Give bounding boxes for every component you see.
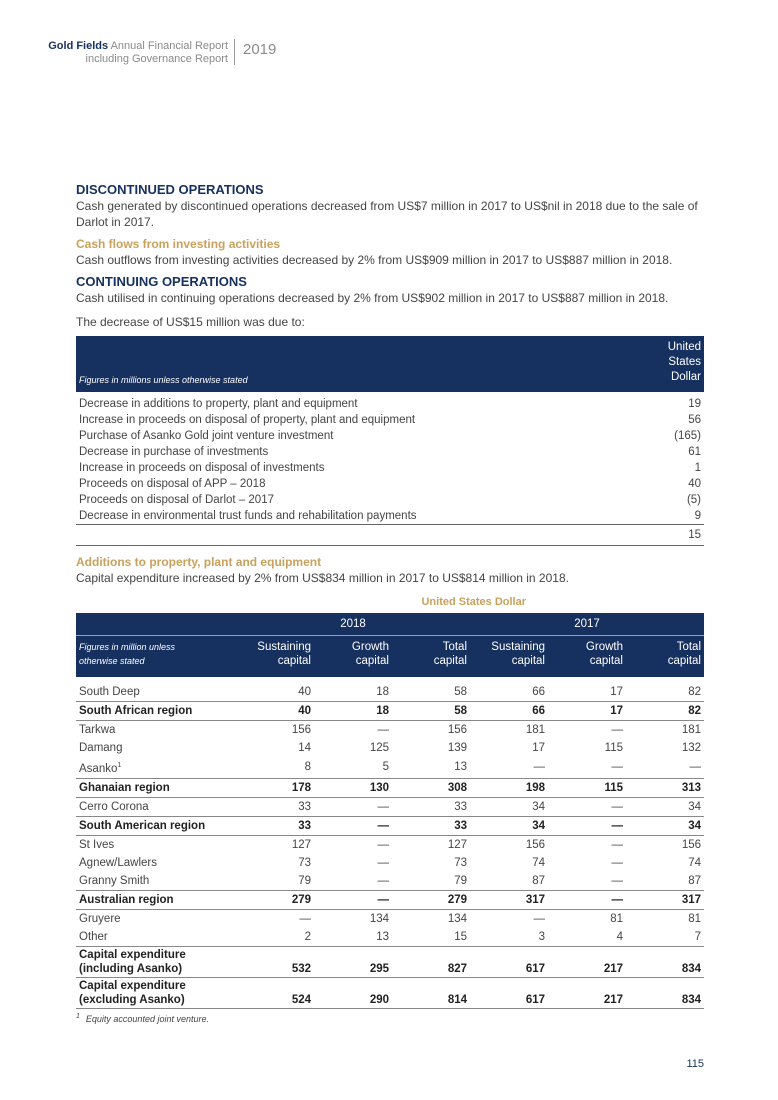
- row-value: 532: [236, 946, 314, 977]
- row-label: [76, 946, 236, 977]
- row-value: (5): [686, 494, 701, 506]
- row-label: [76, 816, 236, 835]
- row-value: 34: [688, 800, 701, 813]
- total-value: 15: [640, 525, 704, 546]
- row-value: 17: [548, 702, 626, 721]
- row-value: 34: [626, 816, 704, 835]
- table-row: [76, 890, 704, 909]
- row-value: 33: [454, 800, 467, 813]
- table-row: [76, 835, 704, 854]
- row-value: 317: [626, 890, 704, 909]
- footnote-text: Equity accounted joint venture.: [85, 1013, 209, 1024]
- row-label: [76, 909, 236, 928]
- row-value: 130: [314, 778, 392, 797]
- row-value: 295: [314, 946, 392, 977]
- col-header-top: Sustaining: [491, 641, 545, 653]
- row-value: 139: [447, 742, 467, 754]
- table-row: [76, 460, 704, 476]
- row-value: —: [548, 816, 626, 835]
- year-header-row: [76, 613, 704, 636]
- row-value: 74: [532, 856, 545, 869]
- row-value: 19: [688, 398, 701, 410]
- discontinued-text: Cash generated by discontinued operations decreased from US$7 million in 2017 to US$nil in 2018 due to the sale of Darlot in 2017.: [76, 199, 698, 229]
- currency-header-line3: Dollar: [670, 371, 701, 383]
- row-value: —: [611, 800, 623, 813]
- row-value: —: [377, 838, 389, 851]
- report-title-line2: including Governance Report: [85, 53, 228, 65]
- total-row: [76, 525, 704, 546]
- row-value: 178: [236, 778, 314, 797]
- row-value: 313: [626, 778, 704, 797]
- row-value: 7: [626, 928, 704, 947]
- row-value: 217: [548, 946, 626, 977]
- investing-text: Cash outflows from investing activities decreased by 2% from US$909 million in 2017 to US$887 million in 2018.: [76, 253, 673, 267]
- row-value: 66: [470, 702, 548, 721]
- row-value: 827: [392, 946, 470, 977]
- table-row: [76, 428, 704, 444]
- row-label-text: South American region: [79, 819, 206, 832]
- row-value: 617: [470, 946, 548, 977]
- row-value: 81: [610, 912, 623, 925]
- page-header: [48, 36, 374, 66]
- row-value: —: [377, 874, 389, 887]
- col-header-bottom: capital: [589, 655, 623, 667]
- row-value: 156: [447, 724, 467, 736]
- row-label-text: St Ives: [79, 838, 115, 851]
- row-value: 56: [688, 414, 701, 426]
- row-value: (165): [674, 430, 701, 442]
- row-value: 127: [447, 838, 467, 851]
- row-value: —: [299, 912, 311, 925]
- investing-heading: Cash flows from investing activities: [76, 237, 281, 251]
- row-value: 81: [688, 912, 701, 925]
- row-label: [76, 977, 236, 1008]
- row-value: 814: [392, 977, 470, 1008]
- table-row: [76, 872, 704, 891]
- column-header-row: [76, 636, 704, 676]
- year-2018-header: 2018: [236, 613, 470, 636]
- table-row: [76, 909, 704, 928]
- row-value: 134: [369, 912, 389, 925]
- row-value: —: [377, 800, 389, 813]
- row-value: 127: [291, 838, 311, 851]
- table-row: [76, 854, 704, 872]
- row-value: 115: [604, 742, 623, 754]
- col-header-top: Total: [442, 641, 467, 653]
- table-row: [76, 444, 704, 460]
- row-value: 317: [470, 890, 548, 909]
- row-value: 834: [626, 977, 704, 1008]
- row-label: Proceeds on disposal of APP – 2018: [79, 478, 266, 490]
- row-value: 14: [298, 742, 311, 754]
- row-label: [76, 757, 236, 778]
- row-value: —: [314, 816, 392, 835]
- additions-heading: Additions to property, plant and equipment: [76, 555, 322, 569]
- table-row: [76, 508, 704, 525]
- row-value: 3: [470, 928, 548, 947]
- row-value: 834: [626, 946, 704, 977]
- row-label: Increase in proceeds on disposal of property, plant and equipment: [79, 414, 416, 426]
- row-label: Decrease in additions to property, plant and equipment: [79, 398, 358, 410]
- row-value: 82: [626, 702, 704, 721]
- row-label-text: Other: [79, 930, 108, 943]
- row-label-text: Asanko: [79, 762, 118, 775]
- row-value: —: [611, 724, 623, 736]
- row-value: 156: [681, 838, 701, 851]
- row-value: 279: [236, 890, 314, 909]
- page-number: 115: [686, 1058, 704, 1070]
- col-header-bottom: capital: [355, 655, 389, 667]
- col-header-bottom: capital: [667, 655, 701, 667]
- row-value: 40: [298, 686, 311, 698]
- report-year: 2019: [243, 41, 277, 58]
- col-header: [314, 636, 392, 676]
- col-header: [626, 636, 704, 676]
- row-label-line2: (excluding Asanko): [79, 993, 185, 1006]
- row-label-text: South African region: [79, 705, 193, 717]
- table-header-row: [76, 336, 704, 391]
- year-2017-header: 2017: [470, 613, 704, 636]
- decrease-intro: The decrease of US$15 million was due to:: [76, 315, 305, 329]
- main-content: [76, 182, 704, 1024]
- col-header: [470, 636, 548, 676]
- continuing-heading: CONTINUING OPERATIONS: [76, 274, 247, 289]
- col-header-top: Growth: [351, 641, 389, 653]
- row-value: 74: [688, 856, 701, 869]
- row-value: 9: [694, 510, 701, 522]
- row-value: 18: [314, 702, 392, 721]
- row-value: 40: [236, 702, 314, 721]
- row-value: 134: [447, 912, 467, 925]
- footnote-mark: 1: [76, 1012, 80, 1020]
- row-value: 290: [314, 977, 392, 1008]
- col-header: [548, 636, 626, 676]
- row-value: 524: [236, 977, 314, 1008]
- row-label-text: Australian region: [79, 893, 174, 906]
- row-value: 61: [688, 446, 701, 458]
- row-value: —: [548, 890, 626, 909]
- row-value: 115: [548, 778, 626, 797]
- header-divider: [234, 39, 235, 65]
- row-label-text: Agnew/Lawlers: [79, 856, 157, 869]
- currency-header-line1: United: [667, 341, 701, 353]
- row-value: 34: [470, 816, 548, 835]
- row-label: Proceeds on disposal of Darlot – 2017: [79, 494, 274, 506]
- row-label: Decrease in purchase of investments: [79, 446, 269, 458]
- currency-header: [640, 336, 704, 391]
- table-row: [76, 721, 704, 740]
- row-label: [76, 872, 236, 891]
- table-row: [76, 946, 704, 977]
- row-value: —: [377, 724, 389, 736]
- additions-text: Capital expenditure increased by 2% from US$834 million in 2017 to US$814 million in 2018.: [76, 571, 569, 585]
- row-label-text: Tarkwa: [79, 724, 116, 736]
- row-value: 4: [548, 928, 626, 947]
- row-value: —: [533, 912, 545, 925]
- col-header: [236, 636, 314, 676]
- row-label: [76, 797, 236, 816]
- row-value: 8: [304, 761, 311, 774]
- row-value: 33: [392, 816, 470, 835]
- row-value: 279: [392, 890, 470, 909]
- row-label: [76, 683, 236, 702]
- row-value: 66: [532, 686, 545, 698]
- table-row: [76, 816, 704, 835]
- row-value: 33: [298, 800, 311, 813]
- row-value: 617: [470, 977, 548, 1008]
- row-value: 18: [376, 686, 389, 698]
- row-label: [76, 835, 236, 854]
- discontinued-heading: DISCONTINUED OPERATIONS: [76, 182, 264, 197]
- table-row: [76, 683, 704, 702]
- table-label-line2: otherwise stated: [79, 656, 145, 666]
- row-value: 1: [694, 462, 701, 474]
- row-label-line2: (including Asanko): [79, 962, 183, 975]
- row-value: 73: [298, 856, 311, 869]
- row-value: —: [533, 761, 545, 774]
- row-label: Increase in proceeds on disposal of investments: [79, 462, 325, 474]
- row-value: —: [611, 838, 623, 851]
- row-label-text: Gruyere: [79, 912, 121, 925]
- row-label: [76, 721, 236, 740]
- row-value: 2: [236, 928, 314, 947]
- row-value: 79: [298, 874, 311, 887]
- row-value: —: [314, 890, 392, 909]
- row-value: 217: [548, 977, 626, 1008]
- col-header-bottom: capital: [511, 655, 545, 667]
- row-value: 156: [291, 724, 311, 736]
- row-value: 198: [470, 778, 548, 797]
- table-label: [76, 636, 236, 676]
- currency-caption: United States Dollar: [421, 596, 526, 608]
- continuing-text: Cash utilised in continuing operations decreased by 2% from US$902 million in 2017 to US$887 million in 2018.: [76, 291, 669, 305]
- row-label: Decrease in environmental trust funds and rehabilitation payments: [79, 510, 417, 522]
- row-value: 87: [532, 874, 545, 887]
- row-label-text: Damang: [79, 742, 123, 754]
- row-label: [76, 702, 236, 721]
- row-value: 132: [681, 742, 701, 754]
- col-header-top: Sustaining: [257, 641, 311, 653]
- row-value: 79: [454, 874, 467, 887]
- table-row: [76, 928, 704, 947]
- row-label: [76, 739, 236, 757]
- report-title: [48, 40, 228, 52]
- table-row: [76, 702, 704, 721]
- row-value: 40: [688, 478, 701, 490]
- row-value: 73: [454, 856, 467, 869]
- report-title-line1: Annual Financial Report: [110, 40, 228, 52]
- row-value: —: [377, 856, 389, 869]
- row-label-text: Cerro Corona: [79, 800, 149, 813]
- row-value: —: [611, 856, 623, 869]
- row-value: 33: [236, 816, 314, 835]
- table-label-line1: Figures in million unless: [79, 642, 176, 652]
- table-row: [76, 412, 704, 428]
- row-value: —: [611, 761, 623, 774]
- table-row: [76, 492, 704, 508]
- row-value: 13: [314, 928, 392, 947]
- row-value: 13: [454, 761, 467, 774]
- currency-header-line2: States: [668, 356, 701, 368]
- row-label: [76, 854, 236, 872]
- row-value: 181: [525, 724, 545, 736]
- table-row: [76, 396, 704, 412]
- row-value: 15: [392, 928, 470, 947]
- row-label: Purchase of Asanko Gold joint venture investment: [79, 430, 334, 442]
- row-value: 181: [681, 724, 701, 736]
- row-label-text: Ghanaian region: [79, 781, 170, 794]
- row-value: 58: [392, 702, 470, 721]
- capex-table: [76, 613, 704, 1009]
- row-value: 17: [610, 686, 623, 698]
- footnote-ref: 1: [117, 762, 122, 769]
- row-label-line1: Capital expenditure: [79, 948, 186, 961]
- col-header-bottom: capital: [277, 655, 311, 667]
- row-value: —: [689, 761, 701, 774]
- table-row: [76, 977, 704, 1008]
- row-value: 58: [454, 686, 467, 698]
- row-value: 5: [382, 761, 389, 774]
- row-value: 87: [688, 874, 701, 887]
- table-row: [76, 778, 704, 797]
- col-header-top: Total: [676, 641, 701, 653]
- table-row: [76, 757, 704, 778]
- table-row: [76, 797, 704, 816]
- row-label-text: Granny Smith: [79, 874, 150, 887]
- col-header: [392, 636, 470, 676]
- row-value: —: [611, 874, 623, 887]
- row-label-line1: Capital expenditure: [79, 979, 186, 992]
- table-label: Figures in millions unless otherwise stated: [76, 336, 640, 391]
- row-value: 308: [392, 778, 470, 797]
- table-row: [76, 476, 704, 492]
- row-label: [76, 928, 236, 947]
- row-label-text: South Deep: [79, 686, 140, 698]
- cash-flow-table: [76, 336, 704, 546]
- row-value: 156: [525, 838, 545, 851]
- table-row: [76, 739, 704, 757]
- footnote: [76, 1013, 704, 1024]
- row-value: 82: [688, 686, 701, 698]
- row-value: 34: [532, 800, 545, 813]
- row-value: 17: [532, 742, 545, 754]
- row-value: 125: [369, 742, 389, 754]
- row-label: [76, 890, 236, 909]
- col-header-bottom: capital: [433, 655, 467, 667]
- col-header-top: Growth: [585, 641, 623, 653]
- row-label: [76, 778, 236, 797]
- brand-name: Gold Fields: [48, 40, 109, 52]
